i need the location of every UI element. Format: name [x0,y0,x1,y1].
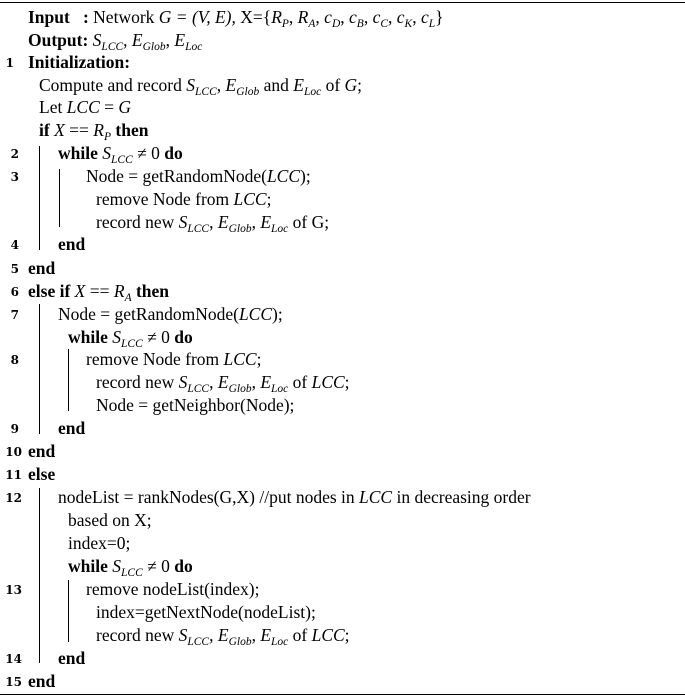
block-bar [39,146,40,250]
code-line: remove Node from LCC; [96,189,272,209]
init-heading: Initialization: [28,52,131,72]
line-number: 4 [10,238,19,252]
end-keyword: end [58,418,86,438]
let-line: Let LCC = G [39,97,132,117]
code-line: Node = getRandomNode(LCC); [86,166,311,186]
line-number: 13 [5,583,22,597]
compute-line: Compute and record $S_{LCC}$, $E_{Glob}$ and $E_{Loc}$ of G; [39,75,363,98]
code-line: remove Node from LCC; [86,349,262,369]
block-bar [59,169,60,227]
else-keyword: else [28,464,56,484]
bottom-rule [0,694,685,695]
block-bar [39,488,40,663]
code-line: record new $S_{LCC}$, $E_{Glob}$, $E_{Loc}$ of LCC; [96,372,350,395]
code-line: index=0; [68,533,131,553]
line-number: 3 [10,170,19,184]
code-line: record new $S_{LCC}$, $E_{Glob}$, $E_{Loc}$ of G; [96,212,330,235]
code-line: remove nodeList(index); [86,579,260,599]
top-rule [0,2,685,3]
end-keyword: end [58,234,86,254]
line-number: 10 [5,445,22,459]
elseif-line: else if $X == R_A$ then [28,281,170,304]
block-bar [68,349,69,411]
line-number: 9 [10,422,19,436]
end-keyword: end [28,671,56,691]
line-number: 2 [10,147,19,161]
code-line: record new $S_{LCC}$, $E_{Glob}$, $E_{Loc}$ of LCC; [96,625,350,648]
code-line: index=getNextNode(nodeList); [96,602,316,622]
code-line: Node = getNeighbor(Node); [96,395,295,415]
line-number: 5 [10,262,19,276]
output-line: Output: $S_{LCC}$, $E_{Glob}$, $E_{Loc}$ [28,30,203,53]
while-line: while $S_{LCC} \ne 0$ do [58,143,183,166]
line-number: 8 [10,353,19,367]
line-number: 14 [5,652,22,666]
block-bar [39,304,40,434]
line-number: 1 [5,56,14,70]
while-line: while $S_{LCC} \ne 0$ do [68,556,193,579]
if-line: if $X == R_P$ then [39,120,149,143]
line-number: 15 [5,675,22,689]
block-bar [68,580,69,642]
while-line: while $S_{LCC} \ne 0$ do [68,327,193,350]
line-number: 11 [5,468,22,482]
line-number: 6 [10,285,19,299]
code-line: nodeList = rankNodes(G,X) //put nodes in LCC in decreasing order [58,487,531,507]
line-number: 12 [5,491,22,505]
code-line: based on X; [68,510,152,530]
code-line: Node = getRandomNode(LCC); [58,304,283,324]
end-keyword: end [28,258,56,278]
end-keyword: end [58,648,86,668]
line-number: 7 [10,308,19,322]
end-keyword: end [28,441,56,461]
input-line: Input : Network G = (V, E), $X=\{R_P$, $R_A$, $c_D$, $c_B$, $c_C$, $c_K$, $c_L$} [28,7,444,30]
